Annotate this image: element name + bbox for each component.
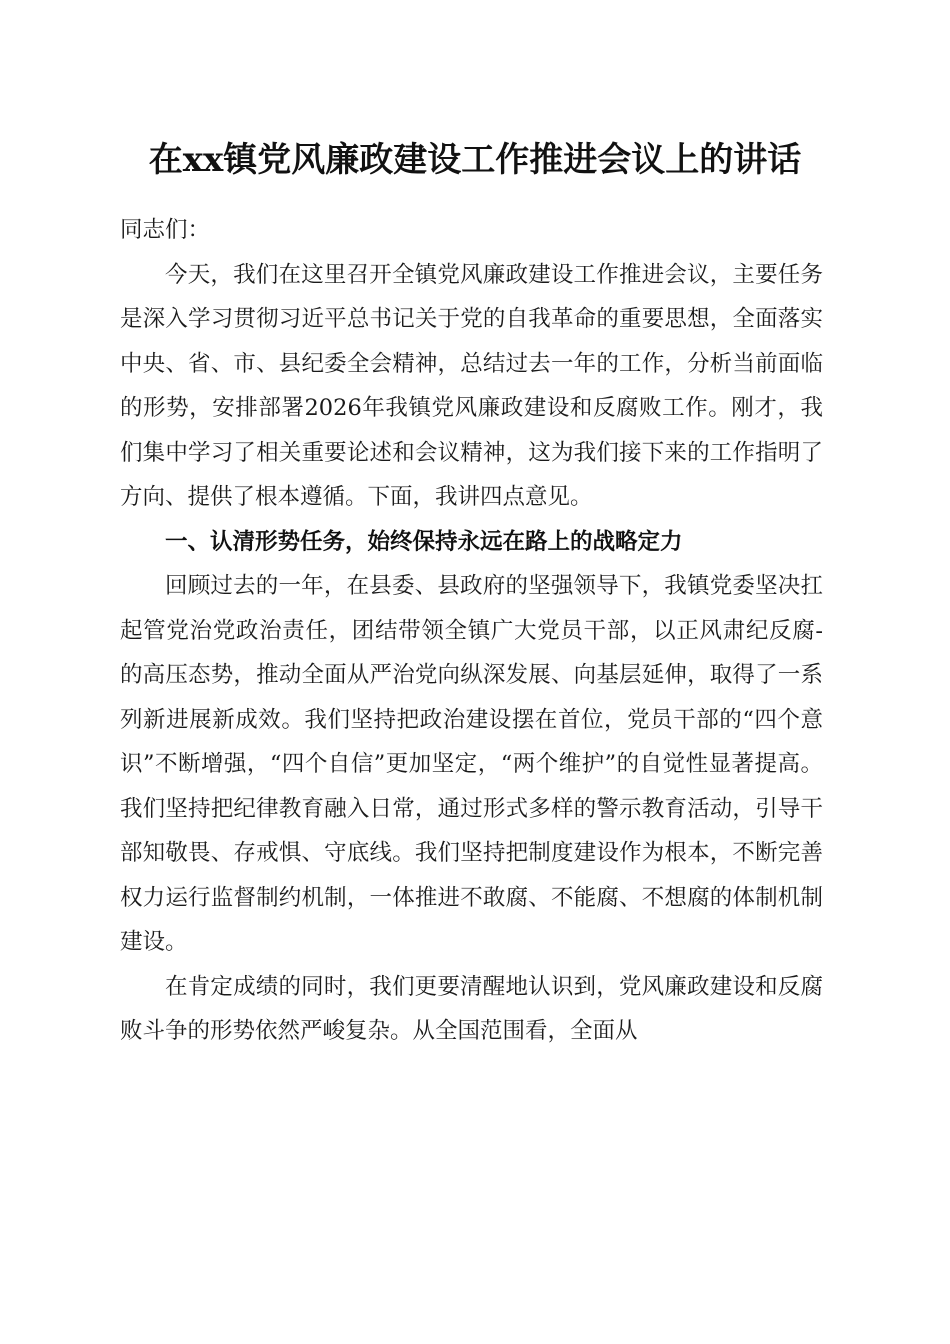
intro-paragraph: 今天，我们在这里召开全镇党风廉政建设工作推进会议，主要任务是深入学习贯彻习近平总书记关于党的自我革命的重要思想，全面落实中央、省、市、县纪委全会精神，总结过去一年的工作，分析当前面临的形势，安排部署2026年我镇党风廉政建设和反腐败工作。刚才，我们集中学习了相关重要论述和会议精神，这为我们接下来的工作指明了方向、提供了根本遵循。下面，我讲四点意见。 [120, 261, 823, 510]
document-title: 在xx镇党风廉政建设工作推进会议上的讲话 [148, 140, 802, 180]
section-paragraph: 回顾过去的一年，在县委、县政府的坚强领导下，我镇党委坚决扛起管党治党政治责任，团结带领全镇广大党员干部，以正风肃纪反腐-的高压态势，推动全面从严治党向纵深发展、向基层延伸，取得了一系列新进展新成效。我们坚持把政治建设摆在首位，党员干部的“四个意识”不断增强，“四个自信”更加坚定，“两个维护”的自觉性显著提高。我们坚持把纪律教育融入日常，通过形式多样的警示教育活动，引导干部知敬畏、存戒惧、守底线。我们坚持把制度建设作为根本，不断完善权力运行监督制约机制，一体推进不敢腐、不能腐、不想腐的体制机制建设。 [120, 573, 823, 955]
salutation: 同志们： [120, 217, 211, 243]
section-paragraph: 在肯定成绩的同时，我们更要清醒地认识到，党风廉政建设和反腐败斗争的形势依然严峻复杂。从全国范围看，全面从 [120, 973, 823, 1044]
document-body [120, 208, 823, 1054]
section-heading: 一、认清形势任务，始终保持永远在路上的战略定力 [165, 528, 683, 555]
